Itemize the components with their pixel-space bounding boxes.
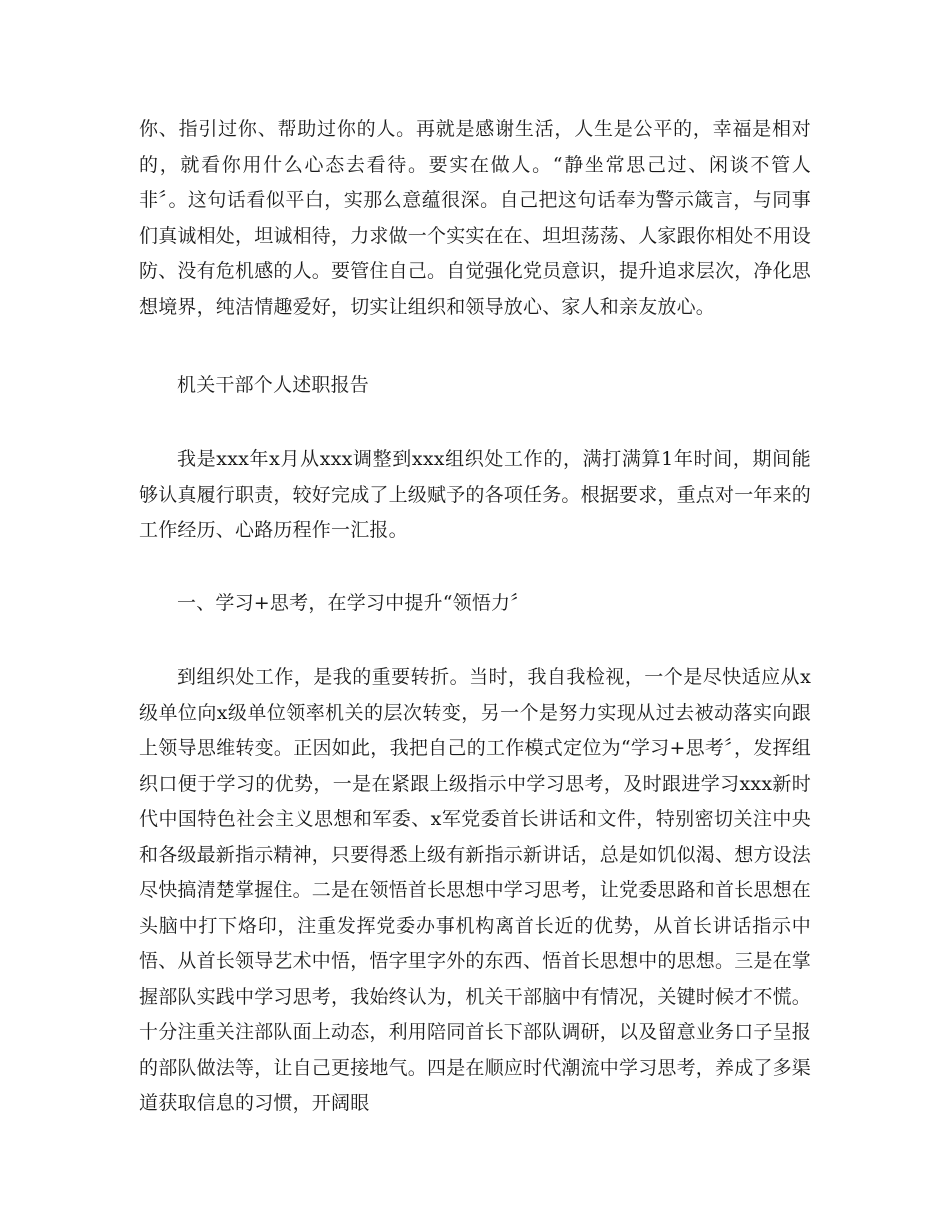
paragraph-text: 到组织处工作，是我的重要转折。当时，我自我检视，一个是尽快适应从x级单位向x级单位领率机关的层次转变，另一个是努力实现从过去被动落实向跟上领导思维转变。正因如此，我把自己的工作模式定位为“学习+思考〞，发挥组织口便于学习的优势，一是在紧跟上级指示中学习思考，及时跟进学习xxx新时代中国特色社会主义思想和军委、x军党委首长讲话和文件，特别密切关注中央和各级最新指示精神，只要得悉上级有新指示新讲话，总是如饥似渴、想方设法尽快搞清楚掌握住。二是在领悟首长思想中学习思考，让党委思路和首长思想在头脑中打下烙印，注重发挥党委办事机构离首长近的优势，从首长讲话指示中悟、从首长领导艺术中悟，悟字里字外的东西、悟首长思想中的思想。三是在掌握部队实践中学习思考，我始终认为，机关干部脑中有情况，关键时候才不慌。十分注重关注部队面上动态，利用陪同首长下部队调研，以及留意业务口子呈报的部队做法等，让自己更接地气。四是在顺应时代潮流中学习思考，养成了多渠道获取信息的习惯，开阔眼	[139, 666, 812, 1114]
body-paragraph	[139, 442, 811, 549]
paragraph-text: 你、指引过你、帮助过你的人。再就是感谢生活，人生是公平的，幸福是相对的，就看你用什么心态去看待。要实在做人。“静坐常思己过、闲谈不管人非〞。这句话看似平白，实那么意蕴很深。自己把这句话奉为警示箴言，与同事们真诚相处，坦诚相待，力求做一个实实在在、坦坦荡荡、人家跟你相处不用设防、没有危机感的人。要管住自己。自觉强化党员意识，提升追求层次，净化思想境界，纯洁情趣爱好，切实让组织和领导放心、家人和亲友放心。	[139, 118, 812, 318]
section-heading-text: 一、学习+思考，在学习中提升“领悟力〞	[177, 592, 530, 614]
report-title-text: 机关干部个人述职报告	[177, 374, 370, 396]
body-paragraph	[139, 112, 811, 325]
report-title	[139, 368, 811, 404]
body-paragraph	[139, 660, 811, 1122]
section-heading	[139, 586, 811, 622]
paragraph-text: 我是xxx年x月从xxx调整到xxx组织处工作的，满打满算1年时间，期间能够认真履行职责，较好完成了上级赋予的各项任务。根据要求，重点对一年来的工作经历、心路历程作一汇报。	[139, 448, 812, 541]
